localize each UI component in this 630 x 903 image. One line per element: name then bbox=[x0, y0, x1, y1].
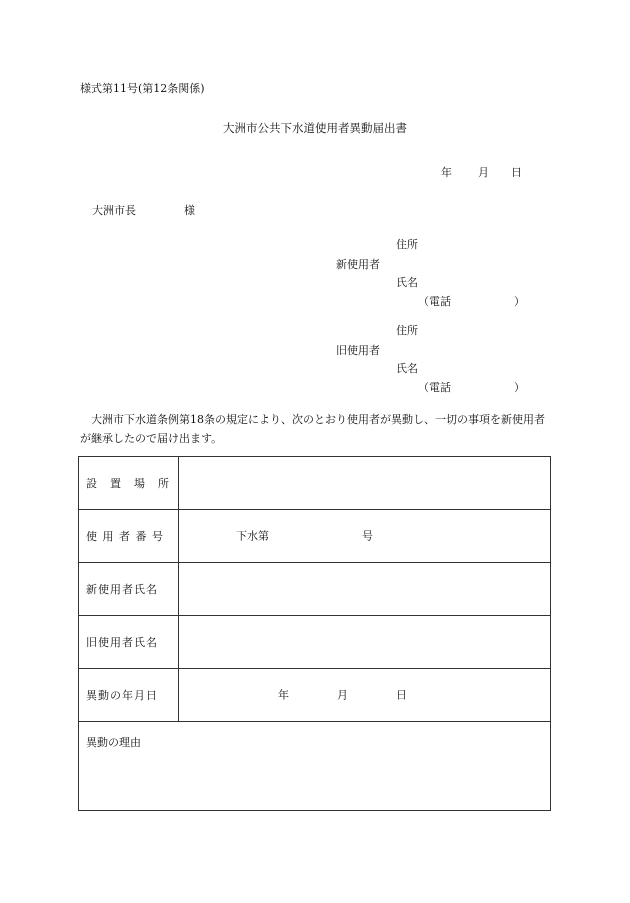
user-number-label: 使 用 者 番 号 bbox=[79, 510, 179, 563]
old-user-address-label: 住所 bbox=[396, 324, 418, 337]
form-table bbox=[78, 456, 551, 811]
change-date-day: 日 bbox=[396, 688, 407, 702]
user-number-prefix: 下水第 bbox=[236, 529, 269, 543]
table-row-location bbox=[79, 457, 551, 510]
table-row-reason bbox=[79, 722, 551, 811]
change-date-month: 月 bbox=[337, 688, 348, 702]
old-user-label: 旧使用者 bbox=[336, 344, 380, 357]
old-user-tel-close: ） bbox=[514, 381, 525, 394]
table-row-new-user-name bbox=[79, 563, 551, 616]
addressee-honorific: 様 bbox=[184, 204, 195, 217]
table-row-change-date bbox=[79, 669, 551, 722]
change-date-field[interactable] bbox=[179, 669, 551, 722]
date-month-label: 月 bbox=[478, 166, 489, 179]
change-date-year: 年 bbox=[278, 688, 289, 702]
old-user-name-field[interactable] bbox=[179, 616, 551, 669]
date-year-label: 年 bbox=[441, 166, 452, 179]
old-user-name-row-label: 旧使用者氏名 bbox=[79, 616, 179, 669]
addressee-name: 大洲市長 bbox=[92, 204, 136, 217]
new-user-tel-label: （電話 bbox=[418, 295, 451, 308]
new-user-name-label: 氏名 bbox=[396, 276, 418, 289]
old-user-name-label: 氏名 bbox=[396, 362, 418, 375]
new-user-label: 新使用者 bbox=[336, 258, 380, 271]
reason-label: 異動の理由 bbox=[86, 736, 141, 749]
location-field[interactable] bbox=[179, 457, 551, 510]
form-number: 様式第11号(第12条関係) bbox=[80, 82, 205, 95]
change-date-label: 異動の年月日 bbox=[79, 669, 179, 722]
table-row-user-number bbox=[79, 510, 551, 563]
date-day-label: 日 bbox=[511, 166, 522, 179]
old-user-tel-label: （電話 bbox=[418, 381, 451, 394]
new-user-name-row-label: 新使用者氏名 bbox=[79, 563, 179, 616]
user-number-field[interactable] bbox=[179, 510, 551, 563]
notice-text: 大洲市下水道条例第18条の規定により、次のとおり使用者が異動し、一切の事項を新使用者が継承したので届け出ます。 bbox=[80, 413, 545, 445]
table-row-old-user-name bbox=[79, 616, 551, 669]
new-user-address-label: 住所 bbox=[396, 238, 418, 251]
new-user-name-field[interactable] bbox=[179, 563, 551, 616]
user-number-suffix: 号 bbox=[362, 529, 373, 543]
document-title: 大洲市公共下水道使用者異動届出書 bbox=[223, 121, 407, 135]
location-label: 設 置 場 所 bbox=[79, 457, 179, 510]
new-user-tel-close: ） bbox=[514, 295, 525, 308]
reason-field[interactable] bbox=[79, 722, 551, 811]
